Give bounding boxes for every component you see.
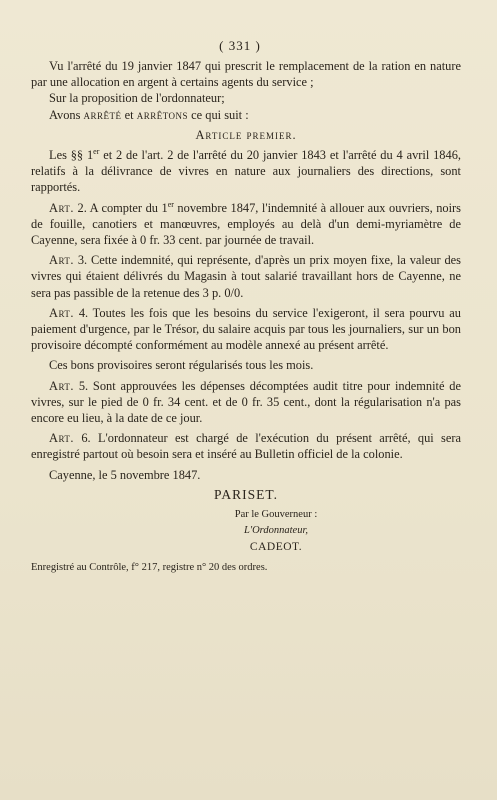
article-paragraph: Art. 3. Cette indemnité, qui représente, d'après un prix moyen fixe, la valeur des vivres qui étaient délivrés du Magasin à tout salarié travaillant hors de Cayenne, ne sera pas passible de la retenue des 3 p. 0/0. [31, 253, 461, 300]
date-line: Cayenne, le 5 novembre 1847. [49, 467, 201, 482]
preamble-line-3 [31, 107, 461, 123]
article-paragraph: Les §§ 1er et 2 de l'art. 2 de l'arrêté du 20 janvier 1843 et l'arrêté du 4 avril 1846, relatifs à la délivrance de vivres en nature aux journaliers des directions, sont rapportés. [31, 146, 461, 195]
by-governor: Par le Gouverneur : [234, 509, 318, 521]
preamble-line-1: Vu l'arrêté du 19 janvier 1847 qui prescrit le remplacement de la ration en nature par une allocation en argent à certains agents du service ; [31, 59, 461, 90]
article-heading: Article premier. [195, 127, 297, 142]
article-paragraph: Art. 4. Toutes les fois que les besoins du service l'exigeront, il sera pourvu au paiement d'urgence, par le Trésor, du salaire acquis par tous les journaliers, sur un bon provisoire décompté conformément au modèle annexé au présent arrêté. [31, 305, 461, 353]
preamble-prefix: Avons [49, 107, 81, 122]
document-body [31, 58, 461, 576]
ordonnateur-name: CADEOT. [249, 541, 303, 554]
preamble-line-2: Sur la proposition de l'ordonnateur; [49, 91, 225, 106]
article-paragraph: Art. 5. Sont approuvées les dépenses décomptées audit titre pour indemnité de vivres, sur le pied de 0 fr. 34 cent. et de 0 fr. 35 cent., dont la régularisation n'a pas encore eu lieu, à la date de ce jour. [31, 378, 461, 426]
page-number: ( 331 ) [219, 38, 261, 53]
preamble-arrete: arrêté [83, 107, 122, 122]
article-paragraph: Ces bons provisoires seront régularisés tous les mois. [49, 358, 314, 373]
signature-pariset: PARISET. [214, 486, 278, 502]
article-paragraph: Art. 2. A compter du 1er novembre 1847, l'indemnité à allouer aux ouvriers, noirs de fouille, canotiers et manœuvres, employés au delà d'un demi-myriamètre de Cayenne, sera fixée à 0 fr. 33 cent. par journée de travail. [31, 199, 462, 248]
preamble-arretons: arrêtons [136, 107, 189, 122]
article-paragraph: Art. 6. L'ordonnateur est chargé de l'exécution du présent arrêté, qui sera enregistré partout où besoin sera et inséré au Bulletin officiel de la colonie. [31, 431, 461, 462]
preamble-suffix: ce qui suit : [191, 107, 249, 122]
preamble-et: et [124, 107, 134, 122]
ordonnateur-title: L'Ordonnateur, [244, 525, 308, 537]
registration-footer: Enregistré au Contrôle, f° 217, registre n° 20 des ordres. [31, 561, 268, 573]
